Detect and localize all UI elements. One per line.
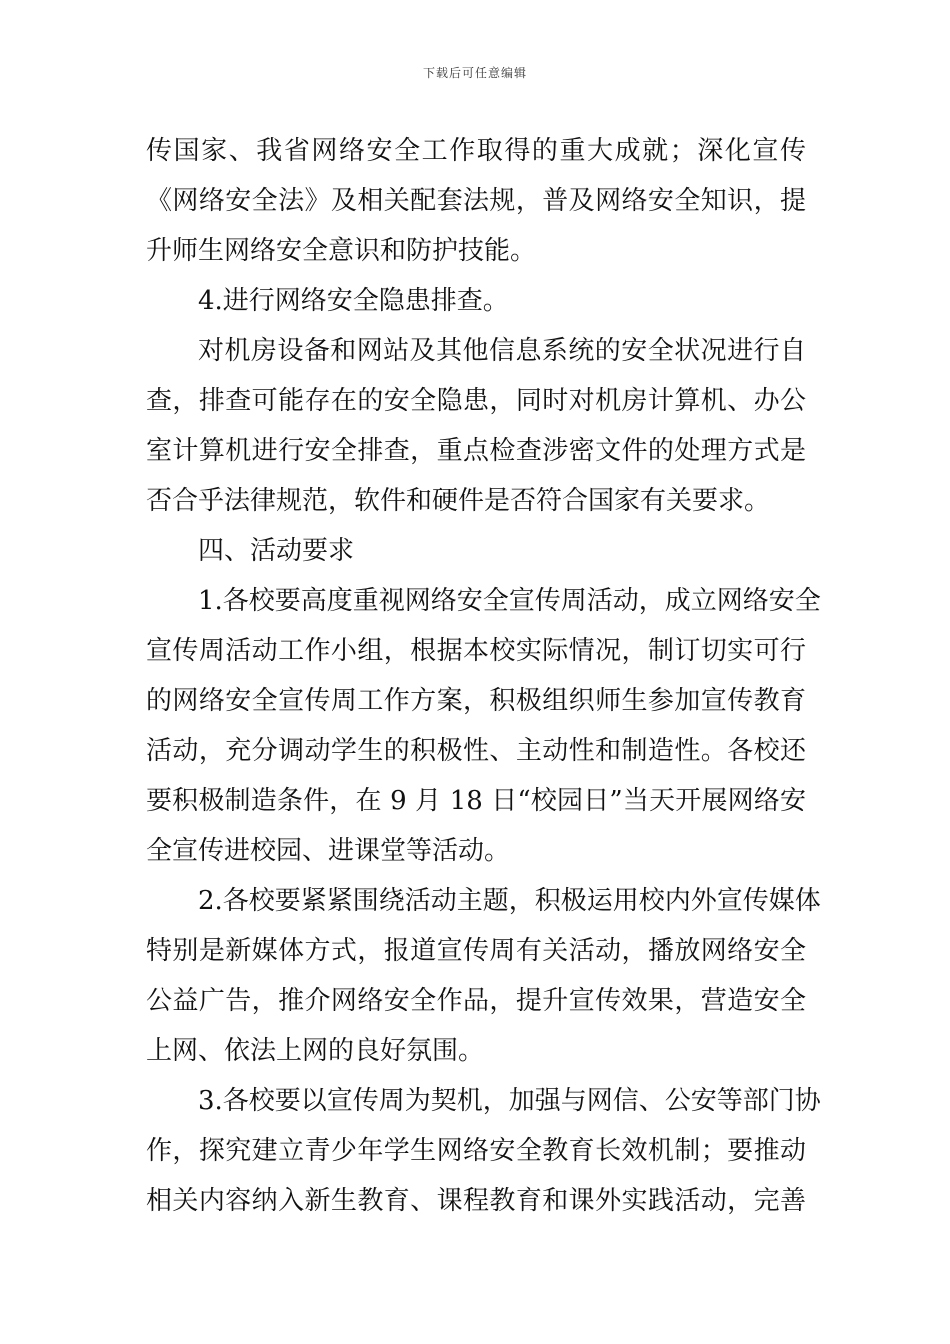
text-line: 对机房设备和网站及其他信息系统的安全状况进行自 [198, 336, 806, 366]
text-line: 全宣传进校园、进课堂等活动。 [146, 836, 511, 866]
text-line: 1.各校要高度重视网络安全宣传周活动，成立网络安全 [198, 586, 821, 616]
section-heading: 四、活动要求 [198, 536, 355, 566]
text-line: 升师生网络安全意识和防护技能。 [146, 236, 537, 266]
text-line: 要积极制造条件，在 9 月 18 日“校园日”当天开展网络安 [146, 786, 806, 816]
page-header-note: 下载后可任意编辑 [422, 66, 527, 80]
text-line: 2.各校要紧紧围绕活动主题，积极运用校内外宣传媒体 [198, 886, 821, 916]
text-line: 3.各校要以宣传周为契机，加强与网信、公安等部门协 [198, 1086, 821, 1116]
text-line: 否合乎法律规范，软件和硬件是否符合国家有关要求。 [146, 486, 771, 516]
text-line: 室计算机进行安全排查，重点检查涉密文件的处理方式是 [146, 436, 806, 466]
text-line: 相关内容纳入新生教育、课程教育和课外实践活动，完善 [146, 1186, 806, 1216]
text-line: 公益广告，推介网络安全作品，提升宣传效果，营造安全 [146, 986, 806, 1016]
text-line: 查，排查可能存在的安全隐患，同时对机房计算机、办公 [146, 386, 806, 416]
text-line: 上网、依法上网的良好氛围。 [146, 1036, 485, 1066]
text-line: 特别是新媒体方式，报道宣传周有关活动，播放网络安全 [146, 936, 806, 966]
text-line: 作，探究建立青少年学生网络安全教育长效机制；要推动 [146, 1136, 806, 1166]
section-item-heading: 4.进行网络安全隐患排查。 [198, 286, 509, 316]
text-line: 传国家、我省网络安全工作取得的重大成就；深化宣传 [146, 136, 806, 166]
document-body [146, 126, 821, 1226]
text-line: 的网络安全宣传周工作方案，积极组织师生参加宣传教育 [146, 686, 806, 716]
text-line: 宣传周活动工作小组，根据本校实际情况，制订切实可行 [146, 636, 806, 666]
text-line: 《网络安全法》及相关配套法规，普及网络安全知识，提 [146, 186, 806, 216]
text-line: 活动，充分调动学生的积极性、主动性和制造性。各校还 [146, 736, 806, 766]
